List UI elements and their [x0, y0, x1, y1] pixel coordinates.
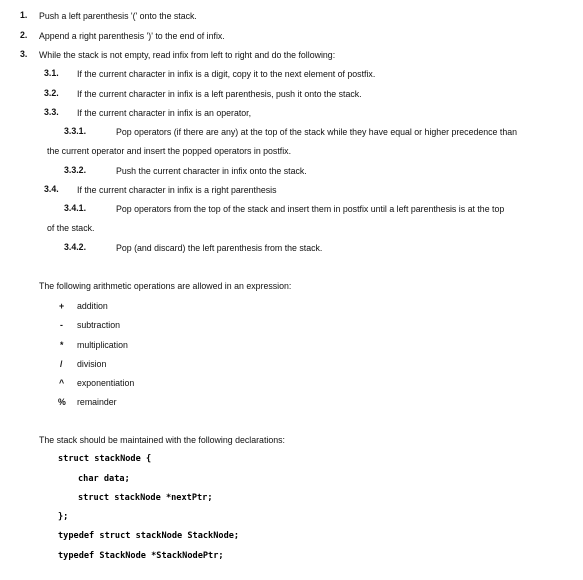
op-name-subtract: subtraction: [77, 320, 121, 330]
step-3-2-number: 3.2.: [44, 88, 59, 98]
op-symbol-exponent: ^: [59, 378, 65, 388]
step-2-number: 2.: [20, 30, 28, 40]
op-name-divide: division: [77, 359, 107, 369]
op-name-add: addition: [77, 301, 108, 311]
step-1-number: 1.: [20, 10, 28, 20]
step-3-number: 3.: [20, 49, 28, 59]
code-line-struct-close: };: [58, 512, 69, 522]
step-3-4-1-number: 3.4.1.: [64, 203, 87, 213]
step-2-text: Append a right parenthesis ')' to the end of infix.: [39, 31, 225, 41]
code-line-char-data: char data;: [78, 474, 130, 484]
step-3-4-2-text: Pop (and discard) the left parenthesis from the stack.: [116, 243, 323, 253]
step-3-3-number: 3.3.: [44, 107, 59, 117]
step-3-text: While the stack is not empty, read infix from left to right and do the following:: [39, 50, 336, 60]
op-name-exponent: exponentiation: [77, 378, 135, 388]
op-symbol-subtract: -: [60, 320, 63, 330]
code-line-struct-open: struct stackNode {: [58, 454, 152, 464]
op-symbol-divide: /: [60, 359, 63, 369]
op-symbol-multiply: *: [60, 340, 64, 350]
step-3-3-1-continuation: the current operator and insert the popped operators in postfix.: [47, 146, 292, 156]
step-3-3-2-text: Push the current character in infix onto the stack.: [116, 166, 307, 176]
code-line-typedef-stacknodeptr: typedef StackNode *StackNodePtr;: [58, 551, 224, 561]
op-symbol-add: +: [59, 301, 65, 311]
op-name-remainder: remainder: [77, 397, 117, 407]
step-3-3-2-number: 3.3.2.: [64, 165, 87, 175]
op-symbol-remainder: %: [58, 397, 66, 407]
step-3-4-2-number: 3.4.2.: [64, 242, 87, 252]
step-3-3-1-number: 3.3.1.: [64, 126, 87, 136]
step-3-4-number: 3.4.: [44, 184, 59, 194]
step-1-text: Push a left parenthesis '(' onto the stack.: [39, 11, 197, 21]
step-3-2-text: If the current character in infix is a left parenthesis, push it onto the stack.: [77, 89, 362, 99]
step-3-1-text: If the current character in infix is a digit, copy it to the next element of postfix.: [77, 69, 376, 79]
op-name-multiply: multiplication: [77, 340, 128, 350]
step-3-4-text: If the current character in infix is a right parenthesis: [77, 185, 277, 195]
declarations-intro: The stack should be maintained with the following declarations:: [39, 435, 285, 445]
code-line-typedef-stacknode: typedef struct stackNode StackNode;: [58, 531, 240, 541]
step-3-3-1-text: Pop operators (if there are any) at the top of the stack while they have equal or higher precedence than: [116, 127, 517, 137]
step-3-1-number: 3.1.: [44, 68, 59, 78]
operations-intro: The following arithmetic operations are allowed in an expression:: [39, 281, 292, 291]
code-line-next-ptr: struct stackNode *nextPtr;: [78, 493, 213, 503]
step-3-4-1-text: Pop operators from the top of the stack and insert them in postfix until a left parenthesis is at the top: [116, 204, 505, 214]
step-3-3-text: If the current character in infix is an operator,: [77, 108, 252, 118]
step-3-4-1-continuation: of the stack.: [47, 223, 95, 233]
